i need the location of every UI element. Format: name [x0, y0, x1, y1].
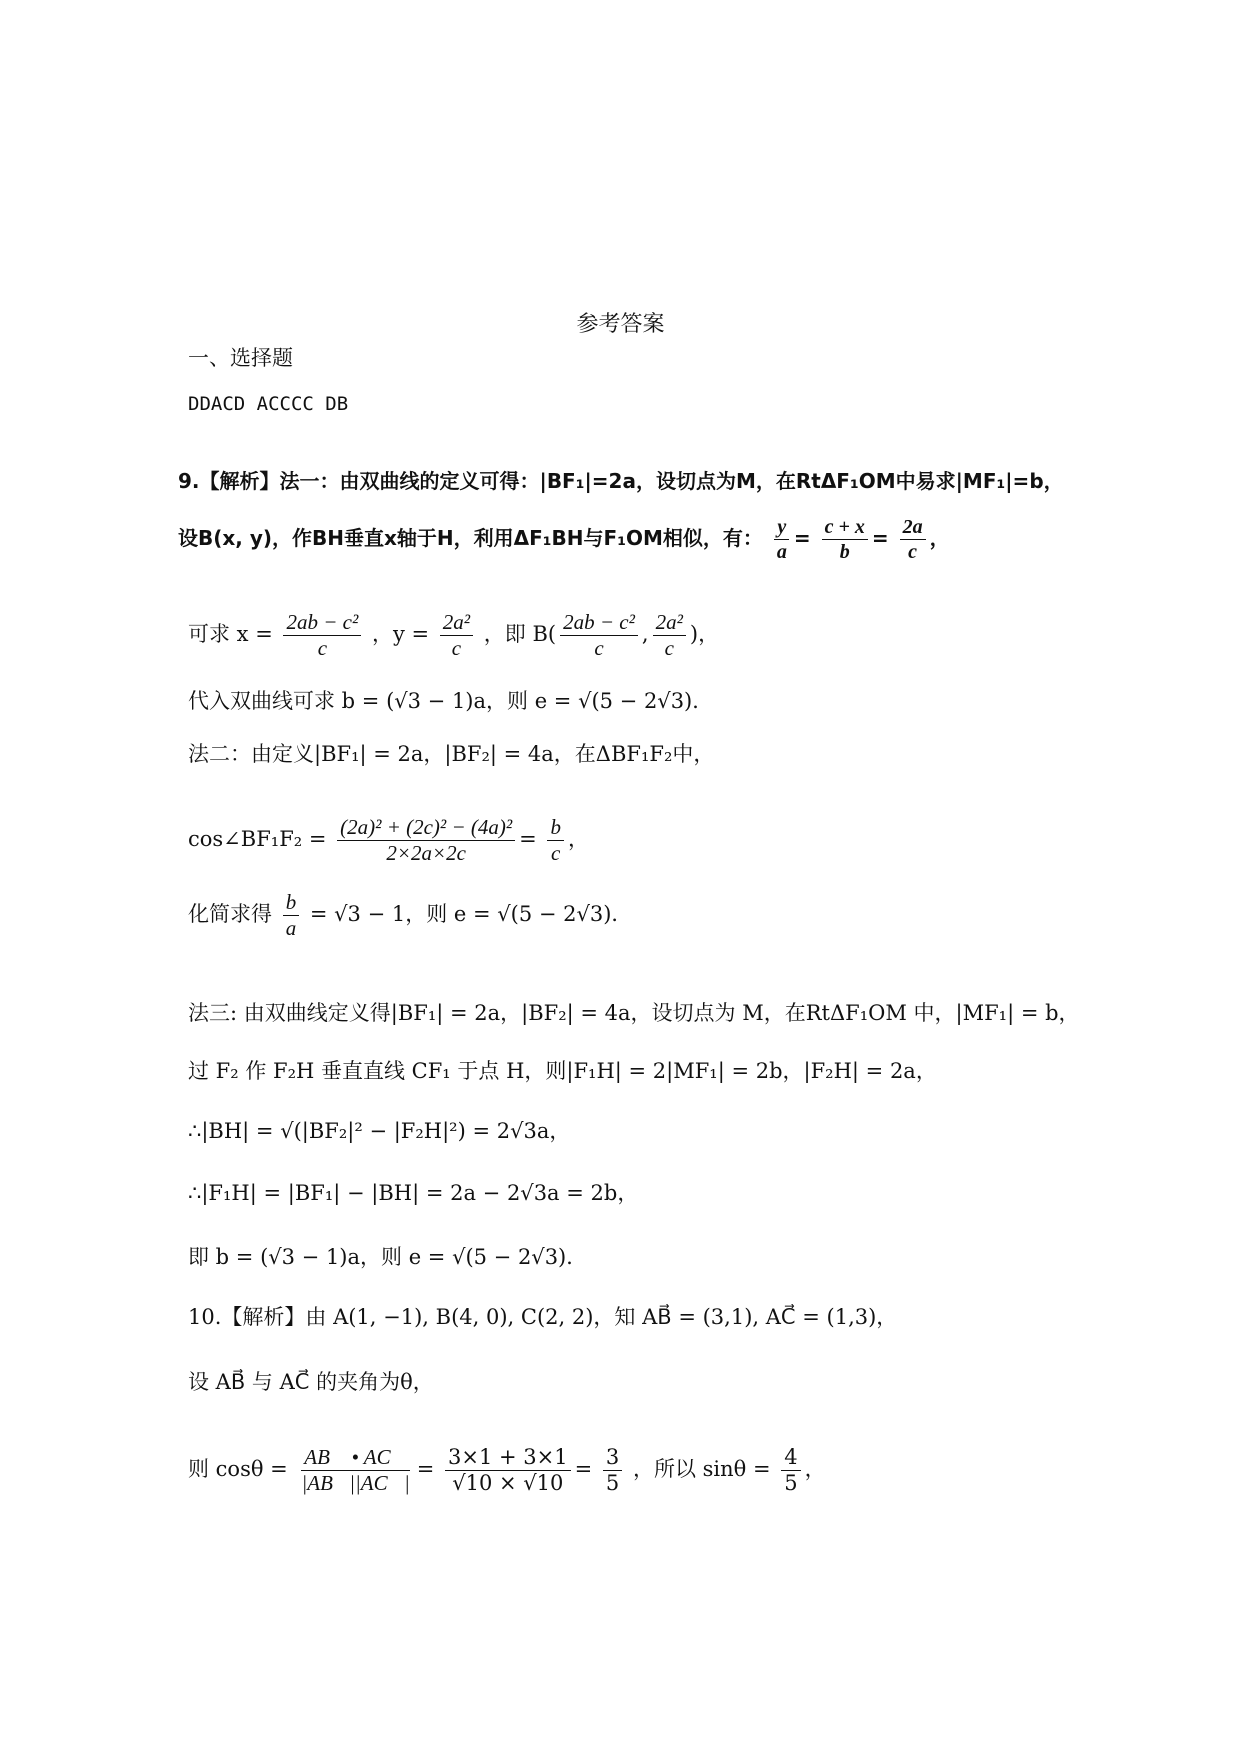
q9-line-2: 设B(x, y)，作BH垂直x轴于H，利用ΔF₁BH与F₁OM相似，有： $\frac{y}{a}$ = $\frac{c + x}{b}$ = $\frac{2a}{c}$ ，: [178, 516, 950, 563]
q9-line-7: 化简求得 $\frac{b}{a}$ = √3 − 1，则 e = √(5 − 2√3)．: [188, 890, 633, 941]
fraction: $\frac{4}{5}$: [781, 1445, 800, 1496]
fraction: $\frac{3\times 1 + 3\times 1}{√10 \times √10}$: [445, 1445, 571, 1496]
fraction: $\frac{c + x}{b}$: [822, 515, 868, 564]
q9-line-4: 代入双曲线可求 b = (√3 − 1)a，则 e = √(5 − 2√3)．: [188, 689, 714, 713]
q9-line-11: ∴|F₁H| = |BF₁| − |BH| = 2a − 2√3a = 2b，: [188, 1181, 639, 1205]
page-title: 参考答案: [576, 312, 665, 337]
q9-line-12: 即 b = (√3 − 1)a，则 e = √(5 − 2√3)．: [188, 1245, 588, 1269]
q9-line-1: 9.【解析】法一：由双曲线的定义可得：|BF₁|=2a，设切点为M，在RtΔF₁OM中易求|MF₁|=b，: [178, 469, 1064, 493]
fraction: $\frac{\text{2ab − c²}}{c}$: [560, 610, 638, 661]
fraction: $\frac{2a}{c}$: [900, 515, 926, 564]
q9-line-6: cos∠BF₁F₂ = $\frac{\text{(2a)² + (2c)² − (4a)²}}{2\times 2a\times 2c}$ = $\frac{b}{c}$ ，: [188, 815, 589, 866]
section-heading: 一、选择题: [188, 346, 293, 370]
fraction: $\frac{\text{2a²}}{c}$: [440, 610, 473, 661]
q9-line-10: ∴|BH| = √(|BF₂|² − |F₂H|²) = 2√3a，: [188, 1119, 571, 1143]
q10-line-3: 则 cosθ = $\frac{AB⃗ • AC⃗}{|AB⃗||AC⃗|}$ = $\frac{3\times 1 + 3\times 1}{√10 \times √10}$ = $\frac{3}{5}$ ，所以 sinθ = $\frac{4}{5}$ ，: [188, 1445, 826, 1496]
fraction: $\frac{\text{2ab − c²}}{c}$: [283, 610, 361, 661]
choice-answers: DDACD ACCCC DB: [188, 393, 349, 415]
q9-line-8: 法三: 由双曲线定义得|BF₁| = 2a，|BF₂| = 4a，设切点为 M，在RtΔF₁OM 中，|MF₁| = b，: [188, 1001, 1080, 1025]
fraction: $\frac{3}{5}$: [603, 1445, 622, 1496]
q10-line-2: 设 AB⃗ 与 AC⃗ 的夹角为θ，: [188, 1370, 434, 1394]
fraction: $\frac{\text{2a²}}{c}$: [653, 610, 686, 661]
fraction: $\frac{y}{a}$: [774, 515, 790, 564]
q9-line-2-text: 设B(x, y)，作BH垂直x轴于H，利用ΔF₁BH与F₁OM相似，有：: [178, 526, 763, 550]
q9-line-9: 过 F₂ 作 F₂H 垂直直线 CF₁ 于点 H，则|F₁H| = 2|MF₁| = 2b，|F₂H| = 2a，: [188, 1059, 937, 1083]
q9-line-5: 法二：由定义|BF₁| = 2a，|BF₂| = 4a，在ΔBF₁F₂中，: [188, 742, 715, 766]
q9-line-3: 可求 x = $\frac{\text{2ab − c²}}{c}$ ，y = $\frac{\text{2a²}}{c}$ ，即 B( $\frac{\text{2ab − c²}}{c}$ , $\frac{\text{2a²}}{c}$ )，: [188, 610, 720, 661]
fraction: $\frac{\text{(2a)² + (2c)² − (4a)²}}{2\times 2a\times 2c}$: [337, 815, 515, 866]
q10-line-1: 10.【解析】由 A(1, −1), B(4, 0), C(2, 2)，知 AB⃗ = (3,1), AC⃗ = (1,3)，: [188, 1305, 898, 1329]
fraction: $\frac{b}{a}$: [283, 890, 300, 941]
fraction: $\frac{AB⃗ • AC⃗}{|AB⃗||AC⃗|}$: [301, 1445, 410, 1496]
fraction: $\frac{b}{c}$: [547, 815, 564, 866]
